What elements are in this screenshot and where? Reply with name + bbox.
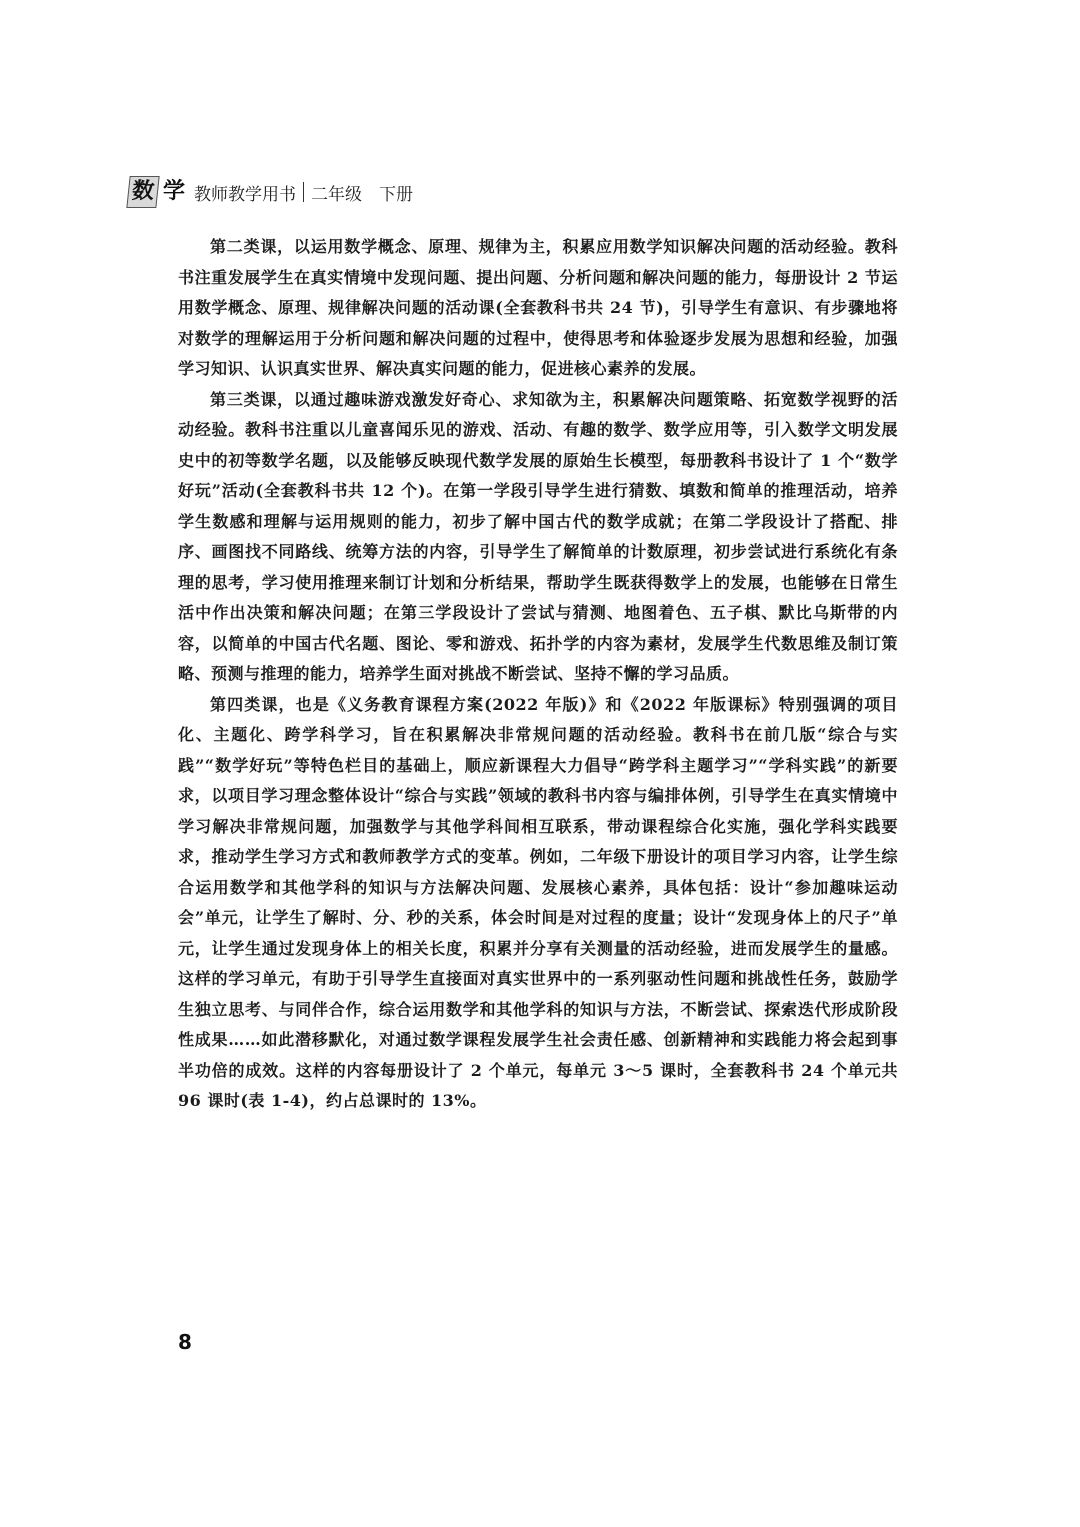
page-number: 8	[178, 1330, 192, 1354]
logo-char-xue: 学	[163, 179, 186, 204]
grade-volume: 二年级 下册	[311, 184, 414, 205]
logo-char-shu: 数	[126, 176, 159, 208]
page-header	[128, 172, 413, 212]
paragraph-lesson-type-2: 第二类课，以运用数学概念、原理、规律为主，积累应用数学知识解决问题的活动经验。教科书注重发展学生在真实情境中发现问题、提出问题、分析问题和解决问题的能力，每册设计 2 节运用数学概念、原理、规律解决问题的活动课(全套教科书共 24 节)，引导学生有意识、有步骤地将对数学的理解运用于分析问题和解决问题的过程中，使得思考和体验逐步发展为思想和经验，加强学习知识、认识真实世界、解决真实问题的能力，促进核心素养的发展。	[178, 237, 898, 378]
book-logo	[128, 176, 188, 208]
paragraph-lesson-type-4: 第四类课，也是《义务教育课程方案(2022 年版)》和《2022 年版课标》特别强调的项目化、主题化、跨学科学习，旨在积累解决非常规问题的活动经验。教科书在前几版“综合与实践”“数学好玩”等特色栏目的基础上，顺应新课程大力倡导“跨学科主题学习”“学科实践”的新要求，以项目学习理念整体设计“综合与实践”领域的教科书内容与编排体例，引导学生在真实情境中学习解决非常规问题，加强数学与其他学科间相互联系，带动课程综合化实施，强化学科实践要求，推动学生学习方式和教师教学方式的变革。例如，二年级下册设计的项目学习内容，让学生综合运用数学和其他学科的知识与方法解决问题、发展核心素养，具体包括：设计“参加趣味运动会”单元，让学生了解时、分、秒的关系，体会时间是对过程的度量；设计“发现身体上的尺子”单元，让学生通过发现身体上的相关长度，积累并分享有关测量的活动经验，进而发展学生的量感。这样的学习单元，有助于引导学生直接面对真实世界中的一系列驱动性问题和挑战性任务，鼓励学生独立思考、与同伴合作，综合运用数学和其他学科的知识与方法，不断尝试、探索迭代形成阶段性成果……如此潜移默化，对通过数学课程发展学生社会责任感、创新精神和实践能力将会起到事半功倍的成效。这样的内容每册设计了 2 个单元，每单元 3～5 课时，全套教科书 24 个单元共 96 课时(表 1-4)，约占总课时的 13%。	[178, 694, 898, 1110]
book-title: 教师教学用书	[194, 184, 297, 205]
header-divider	[303, 182, 304, 202]
body-text	[178, 232, 898, 1117]
paragraph-lesson-type-3: 第三类课，以通过趣味游戏激发好奇心、求知欲为主，积累解决问题策略、拓宽数学视野的活动经验。教科书注重以儿童喜闻乐见的游戏、活动、有趣的数学、数学应用等，引入数学文明发展史中的初等数学名题，以及能够反映现代数学发展的原始生长模型，每册教科书设计了 1 个“数学好玩”活动(全套教科书共 12 个)。在第一学段引导学生进行猜数、填数和简单的推理活动，培养学生数感和理解与运用规则的能力，初步了解中国古代的数学成就；在第二学段设计了搭配、排序、画图找不同路线、统筹方法的内容，引导学生了解简单的计数原理，初步尝试进行系统化有条理的思考，学习使用推理来制订计划和分析结果，帮助学生既获得数学上的发展，也能够在日常生活中作出决策和解决问题；在第三学段设计了尝试与猜测、地图着色、五子棋、默比乌斯带的内容，以简单的中国古代名题、图论、零和游戏、拓扑学的内容为素材，发展学生代数思维及制订策略、预测与推理的能力，培养学生面对挑战不断尝试、坚持不懈的学习品质。	[178, 389, 898, 683]
